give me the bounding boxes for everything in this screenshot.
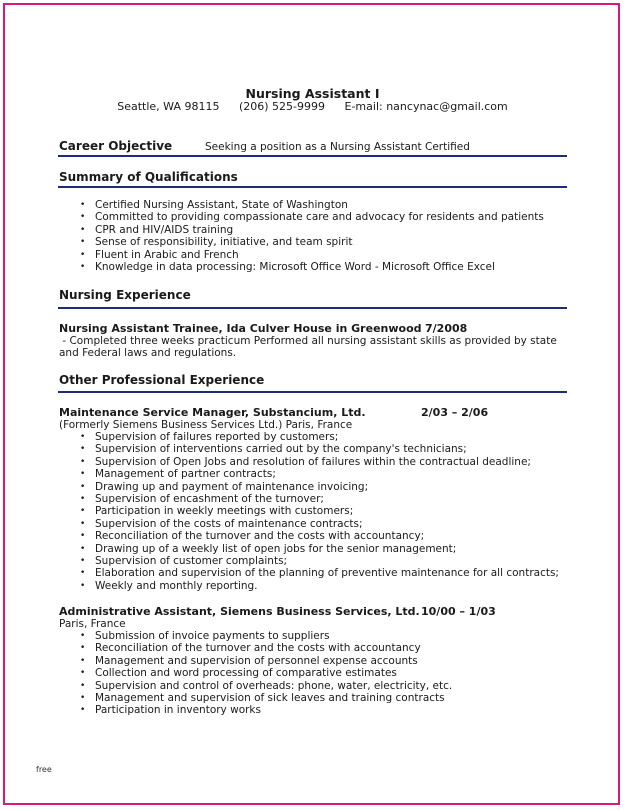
list-item: • Submission of invoice payments to suppliers <box>80 630 452 642</box>
job-title: Maintenance Service Manager, Substancium, Ltd. <box>59 406 366 419</box>
job-description <box>59 335 557 360</box>
list-item: • Certified Nursing Assistant, State of Washington <box>80 199 544 211</box>
list-item: • Supervision of the costs of maintenance contracts; <box>80 518 559 530</box>
section-rule <box>58 155 567 157</box>
list-item: • Committed to providing compassionate care and advocacy for residents and patients <box>80 211 544 223</box>
list-item: • Fluent in Arabic and French <box>80 249 544 261</box>
section-rule <box>58 186 567 188</box>
list-item: • Management of partner contracts; <box>80 468 559 480</box>
list-item: • Management and supervision of sick leaves and training contracts <box>80 692 452 704</box>
job-title: Nursing Assistant Trainee, Ida Culver House in Greenwood <box>59 322 422 335</box>
list-item: • Supervision of encashment of the turnover; <box>80 493 559 505</box>
list-item: • Sense of responsibility, initiative, and team spirit <box>80 236 544 248</box>
qualifications-heading: Summary of Qualifications <box>59 170 238 184</box>
section-rule <box>58 307 567 309</box>
list-item: • Elaboration and supervision of the planning of preventive maintenance for all contracts; <box>80 567 559 579</box>
list-item: • Drawing up of a weekly list of open jobs for the senior management; <box>80 543 559 555</box>
job-date: 10/00 – 1/03 <box>421 605 496 618</box>
list-item: • Knowledge in data processing: Microsoft Office Word - Microsoft Office Excel <box>80 261 544 273</box>
list-item: • Reconciliation of the turnover and the costs with accountancy <box>80 642 452 654</box>
list-item: • Reconciliation of the turnover and the costs with accountancy; <box>80 530 559 542</box>
list-item: • Participation in weekly meetings with customers; <box>80 505 559 517</box>
contact-line <box>0 100 625 113</box>
other-experience-heading: Other Professional Experience <box>59 373 265 387</box>
list-item: • Drawing up and payment of maintenance invoicing; <box>80 481 559 493</box>
list-item: • Participation in inventory works <box>80 704 452 716</box>
job-description-line: - Completed three weeks practicum Performed all nursing assistant skills as provided by state <box>59 335 557 347</box>
list-item: • Supervision and control of overheads: phone, water, electricity, etc. <box>80 680 452 692</box>
list-item: • CPR and HIV/AIDS training <box>80 224 544 236</box>
contact-email: E-mail: nancynac@gmail.com <box>344 100 508 113</box>
career-objective-heading: Career Objective <box>59 139 173 153</box>
job-location: Paris, France <box>59 618 126 630</box>
contact-phone: (206) 525-9999 <box>238 100 326 113</box>
job-duties-list <box>80 431 559 592</box>
job-description-line: and Federal laws and regulations. <box>59 347 237 360</box>
list-item: • Collection and word processing of comparative estimates <box>80 667 452 679</box>
section-rule <box>58 391 567 393</box>
list-item: • Supervision of interventions carried out by the company's technicians; <box>80 443 559 455</box>
footer-text: free <box>36 765 52 774</box>
job-location: (Formerly Siemens Business Services Ltd.) Paris, France <box>59 419 353 431</box>
list-item: • Supervision of Open Jobs and resolution of failures within the contractual deadline; <box>80 456 559 468</box>
list-item: • Weekly and monthly reporting. <box>80 580 559 592</box>
job-date: 2/03 – 2/06 <box>421 406 489 419</box>
list-item: • Supervision of failures reported by customers; <box>80 431 559 443</box>
resume-name: Nursing Assistant I <box>245 86 380 101</box>
qualifications-list <box>80 199 544 273</box>
list-item: • Supervision of customer complaints; <box>80 555 559 567</box>
career-objective-text: Seeking a position as a Nursing Assistant Certified <box>205 141 470 153</box>
job-date: 7/2008 <box>425 322 468 335</box>
nursing-experience-heading: Nursing Experience <box>59 288 191 302</box>
job-duties-list <box>80 630 452 717</box>
list-item: • Management and supervision of personnel expense accounts <box>80 655 452 667</box>
contact-location: Seattle, WA 98115 <box>117 100 220 113</box>
job-title: Administrative Assistant, Siemens Business Services, Ltd. <box>59 605 420 618</box>
